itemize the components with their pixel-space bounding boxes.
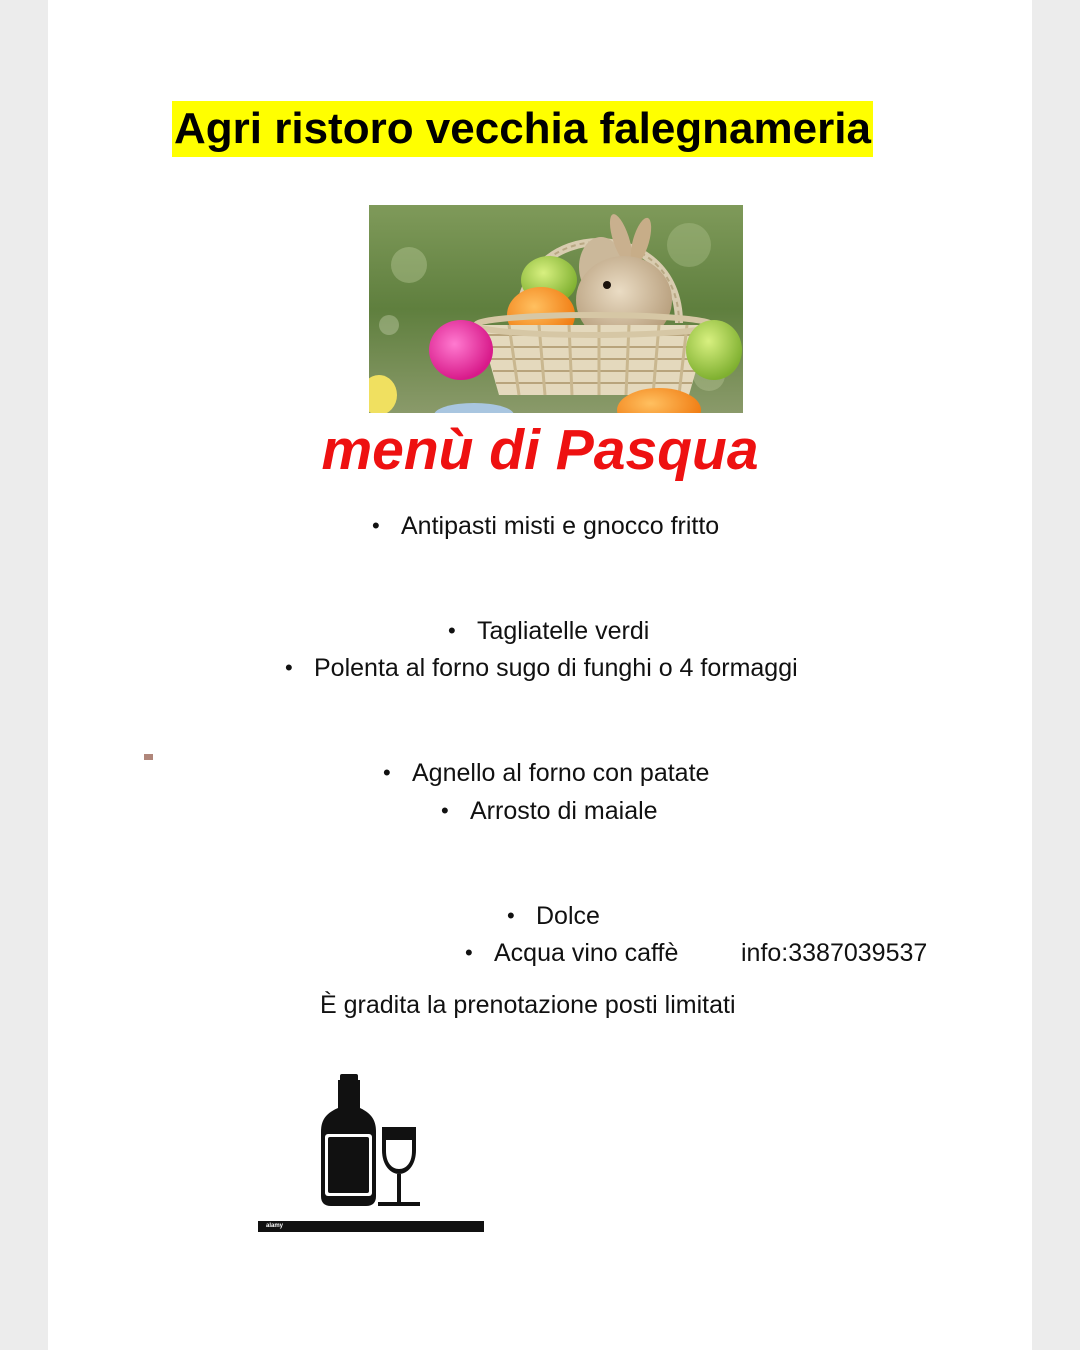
menu-item bbox=[465, 938, 679, 968]
menu-item bbox=[441, 796, 658, 826]
watermark-logo: alamy bbox=[266, 1223, 284, 1229]
stray-mark bbox=[144, 754, 153, 760]
menu-item-label: Tagliatelle verdi bbox=[477, 617, 650, 645]
menu-item bbox=[383, 758, 710, 788]
menu-title: menù di Pasqua bbox=[321, 418, 759, 482]
page-title: Agri ristoro vecchia falegnameria bbox=[172, 101, 873, 157]
menu-item-label: Antipasti misti e gnocco fritto bbox=[401, 512, 720, 540]
bullet-icon: • bbox=[448, 618, 456, 643]
bullet-icon: • bbox=[441, 798, 449, 823]
menu-item-label: Agnello al forno con patate bbox=[412, 759, 710, 787]
bullet-icon: • bbox=[285, 655, 293, 680]
menu-item-label: Polenta al forno sugo di funghi o 4 formaggi bbox=[314, 654, 798, 682]
menu-item-label: Dolce bbox=[536, 902, 600, 930]
wine-bottle-glass-icon bbox=[258, 1070, 484, 1232]
easter-bunny-basket-image bbox=[369, 205, 743, 413]
menu-item bbox=[372, 511, 720, 541]
bullet-icon: • bbox=[383, 760, 391, 785]
watermark-bar bbox=[258, 1221, 484, 1232]
menu-item bbox=[507, 901, 600, 931]
bullet-icon: • bbox=[507, 903, 515, 928]
bullet-icon: • bbox=[465, 940, 473, 965]
menu-item bbox=[285, 653, 798, 683]
menu-item bbox=[448, 616, 650, 646]
reservation-note: È gradita la prenotazione posti limitati bbox=[320, 991, 736, 1019]
menu-item-label: Arrosto di maiale bbox=[470, 797, 658, 825]
menu-item-label: Acqua vino caffè bbox=[494, 939, 679, 967]
bullet-icon: • bbox=[372, 513, 380, 538]
contact-info: info:3387039537 bbox=[741, 939, 928, 967]
